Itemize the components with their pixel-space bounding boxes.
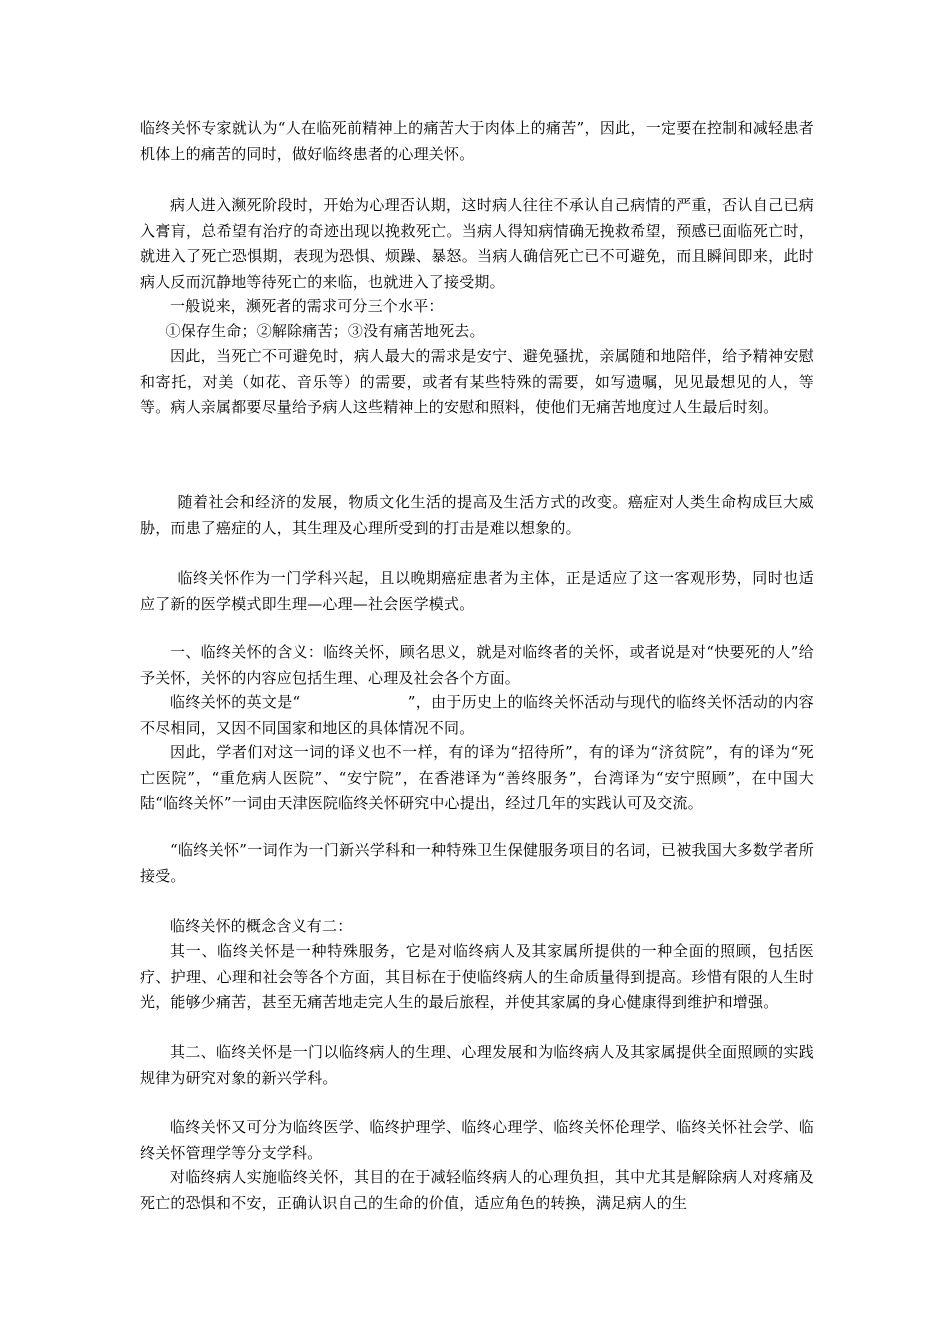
paragraph-10: 因此，学者们对这一词的译义也不一样，有的译为“招待所”，有的译为“济贫院”，有的译为“死亡医院”，“重危病人医院”、“安宁院”，在香港译为“善终服务”，台湾译为“安宁照顾”，在中国大陆“临终关怀”一词由天津医院临终关怀研究中心提出，经过几年的实践认可及交流。 [140,743,814,812]
paragraph-1: 临终关怀专家就认为“人在临死前精神上的痛苦大于肉体上的痛苦”，因此，一定要在控制和减轻患者机体上的痛苦的同时，做好临终患者的心理关怀。 [140,119,814,163]
paragraph-13: 其一、临终关怀是一种特殊服务，它是对临终病人及其家属所提供的一种全面的照顾，包括医疗、护理、心理和社会等各个方面，其目标在于使临终病人的生命质量得到提高。珍惜有限的人生时光，能够少痛苦，甚至无痛苦地走完人生的最后旅程，并使其家属的身心健康得到维护和增强。 [140,942,814,1011]
paragraph-14: 其二、临终关怀是一门以临终病人的生理、心理发展和为临终病人及其家属提供全面照顾的实践规律为研究对象的新兴学科。 [140,1043,814,1087]
paragraph-2: 病人进入濒死阶段时，开始为心理否认期，这时病人往往不承认自己病情的严重，否认自己已病入膏肓，总希望有治疗的奇迹出现以挽救死亡。当病人得知病情确无挽救希望，预感已面临死亡时，就进入了死亡恐惧期，表现为恐惧、烦躁、暴怒。当病人确信死亡已不可避免，而且瞬间即来，此时病人反而沉静地等待死亡的来临，也就进入了接受期。 [140,196,814,291]
paragraph-7: 临终关怀作为一门学科兴起，且以晚期癌症患者为主体，正是适应了这一客观形势，同时也适应了新的医学模式即生理—心理—社会医学模式。 [140,569,814,613]
paragraph-16: 对临终病人实施临终关怀，其目的在于减轻临终病人的心理负担，其中尤其是解除病人对疼痛及死亡的恐惧和不安，正确认识自己的生命的价值，适应角色的转换，满足病人的生 [140,1168,814,1212]
paragraph-8: 一、临终关怀的含义：临终关怀，顾名思义，就是对临终者的关怀，或者说是对“快要死的人”给予关怀，关怀的内容应包括生理、心理及社会各个方面。 [140,643,814,687]
paragraph-3: 一般说来，濒死者的需求可分三个水平： [170,297,444,315]
paragraph-11: “临终关怀”一词作为一门新兴学科和一种特殊卫生保健服务项目的名词，已被我国大多数学者所接受。 [140,841,814,885]
paragraph-6: 随着社会和经济的发展，物质文化生活的提高及生活方式的改变。癌症对人类生命构成巨大威胁，而患了癌症的人，其生理及心理所受到的打击是难以想象的。 [140,493,814,537]
paragraph-15: 临终关怀又可分为临终医学、临终护理学、临终心理学、临终关怀伦理学、临终关怀社会学、临终关怀管理学等分支学科。 [140,1118,814,1162]
paragraph-12: 临终关怀的概念含义有二： [170,917,353,935]
paragraph-9: 临终关怀的英文是“ ”，由于历史上的临终关怀活动与现代的临终关怀活动的内容不尽相同，又因不同国家和地区的具体情况不同。 [140,693,814,737]
paragraph-4: ①保存生命；②解除痛苦；③没有痛苦地死去。 [165,322,485,340]
paragraph-5: 因此，当死亡不可避免时，病人最大的需求是安宁、避免骚扰，亲属随和地陪伴，给予精神安慰和寄托，对美（如花、音乐等）的需要，或者有某些特殊的需要，如写遗嘱，见见最想见的人，等等。病人亲属都要尽量给予病人这些精神上的安慰和照料，使他们无痛苦地度过人生最后时刻。 [140,347,814,416]
